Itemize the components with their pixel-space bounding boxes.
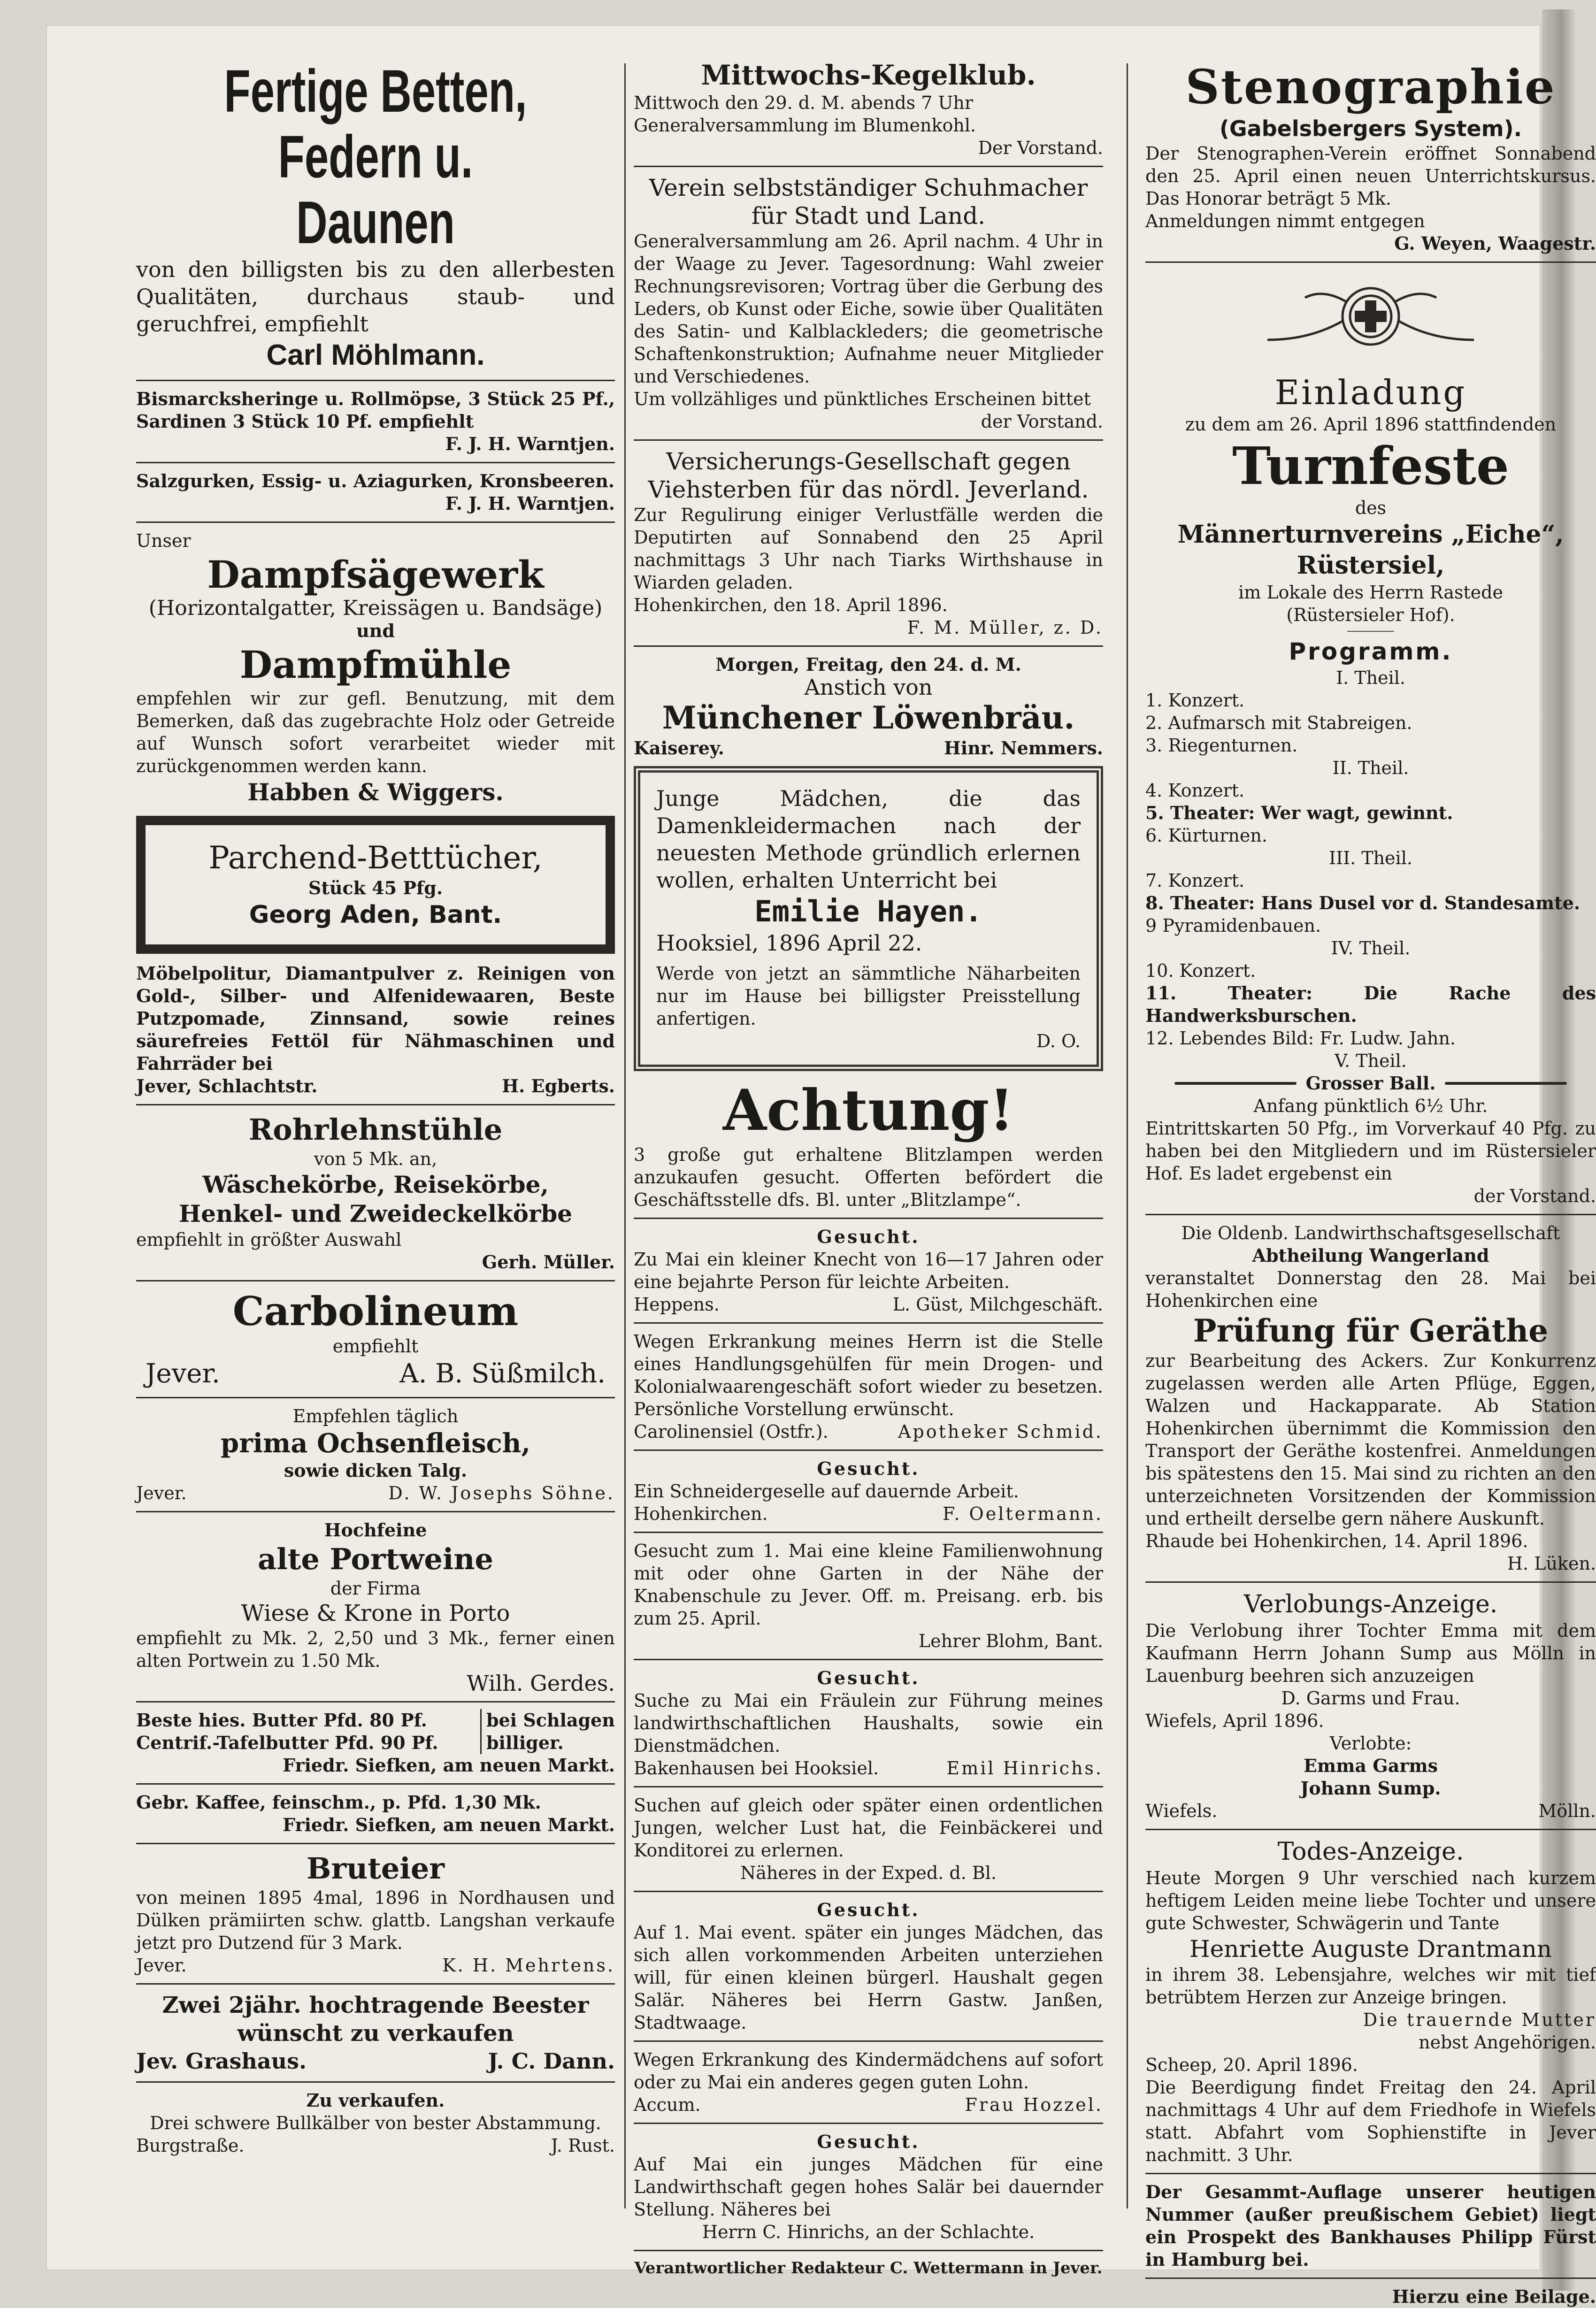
ad-price: von 5 Mk. an,: [314, 1149, 437, 1169]
ad-bismarck: [136, 388, 615, 455]
ad-signer: Der Vorstand.: [978, 138, 1103, 158]
ad-title: Rohrlehnstühle: [248, 1112, 503, 1147]
ad-date: Wiefels, April 1896.: [1145, 1710, 1324, 1731]
divider: [634, 2250, 1103, 2251]
ad-signer: F. M. Müller, z. D.: [907, 617, 1103, 638]
divider: [136, 1843, 615, 1844]
column-rule: [624, 63, 626, 2208]
list-item: 5. Theater: Wer wagt, gewinnt.: [1145, 802, 1453, 823]
ad-price: Stück 45 Pfg.: [308, 877, 443, 898]
flourish-right-icon: [1445, 1082, 1567, 1085]
divider: [136, 462, 615, 463]
ad-title: Gesucht.: [817, 2131, 920, 2152]
ad-body: Auf 1. Mai event. später ein junges Mädchen, das sich allen vorkommenden Arbeiten unterziehen will, für einen kleinen bürgerl. Haushalt gegen Salär. Näheres bei Herrn Gastw. Janßen, Stadtwaage.: [634, 1922, 1103, 2033]
ad-signer: D. Garms und Frau.: [1281, 1688, 1460, 1709]
ad-body: 3 große gut erhaltene Blitzlampen werden anzukaufen gesucht. Offerten befördert die Geschäftsstelle dfs. Bl. unter „Blitzlampe“.: [634, 1144, 1103, 1210]
ad-line: Anstich von: [804, 675, 933, 700]
ad-kaffee: [136, 1791, 615, 1836]
ad-name: Emma Garms: [1304, 1755, 1438, 1776]
ad-loewenbraeu: [634, 653, 1103, 759]
ad-place: Carolinensiel (Ostfr.).: [634, 1421, 829, 1442]
list-item: 3. Riegenturnen.: [1145, 735, 1298, 756]
divider: [136, 2081, 615, 2083]
divider: [634, 1891, 1103, 1892]
ad-place: Jever.: [136, 1955, 187, 1976]
divider: [634, 1322, 1103, 1324]
ad-signer: der Vorstand.: [1473, 1186, 1596, 1206]
ad-line: bei Schlagen: [486, 1710, 615, 1731]
column-rule: [1127, 63, 1128, 2208]
ad-line: billiger.: [486, 1732, 564, 1753]
ad-title: Mittwochs-Kegelklub.: [701, 59, 1036, 91]
ad-title: prima Ochsenfleisch,: [221, 1428, 530, 1459]
ad-gesucht-3: [634, 1667, 1103, 1779]
divider: [634, 2123, 1103, 2124]
ad-lehrling: [634, 1794, 1103, 1884]
ad-body: empfehlen wir zur gefl. Benutzung, mit dem Bemerken, daß das zugebrachte Holz oder Getreide auf Wunsch sofort verarbeitet wieder mit zurückgenommen werden kann.: [136, 688, 615, 776]
ad-foot: Anmeldungen nimmt entgegen: [1145, 211, 1425, 231]
ad-title: Viehsterben für das nördl. Jeverland.: [648, 476, 1089, 503]
divider: [1145, 2173, 1596, 2174]
ad-signer: J. C. Dann.: [488, 2048, 615, 2074]
ad-title: Turnfeste: [1232, 436, 1509, 496]
ad-gesucht-5: [634, 2131, 1103, 2243]
ad-place: Jever, Schlachtstr.: [136, 1075, 318, 1096]
ad-title: Dampfsägewerk: [207, 552, 544, 597]
ad-line: veranstaltet Donnerstag den 28. Mai bei Hohenkirchen eine: [1145, 1268, 1596, 1311]
ad-ochsen: [136, 1405, 615, 1504]
ad-place: Heppens.: [634, 1294, 720, 1315]
ad-sub: (Horizontalgatter, Kreissägen u. Bandsäge): [148, 596, 603, 620]
ad-name: Emilie Hayen.: [754, 894, 982, 928]
ad-saegewerk: [136, 529, 615, 807]
ad-place: Jever.: [136, 1483, 187, 1503]
ad-body: Die Beerdigung findet Freitag den 24. April nachmittags 4 Uhr auf dem Friedhofe in Wiefels statt. Abfahrt vom Sophienstifte in Jever nachmitt. 3 Uhr.: [1145, 2077, 1596, 2165]
divider: [136, 1783, 615, 1785]
ad-place: Hohenkirchen.: [634, 1503, 768, 1524]
ad-landwirthschaft: [1145, 1222, 1596, 1575]
ad-anfang: Anfang pünktlich 6½ Uhr.: [1253, 1096, 1488, 1116]
ad-turnfest: [1145, 269, 1596, 1207]
column-right: [1145, 59, 1596, 2307]
divider: [1145, 261, 1596, 263]
ad-title: Münchener Löwenbräu.: [662, 699, 1075, 736]
ad-title: Gesucht.: [817, 1899, 920, 1920]
ad-date: Rhaude bei Hohenkirchen, 14. April 1896.: [1145, 1531, 1528, 1551]
ad-body: empfiehlt zu Mk. 2, 2,50 und 3 Mk., ferner einen alten Portwein zu 1.50 Mk.: [136, 1628, 615, 1671]
ad-erkrankung: [634, 1330, 1103, 1443]
ad-place: Bakenhausen bei Hooksiel.: [634, 1758, 879, 1779]
ad-signer: Apotheker Schmid.: [898, 1421, 1103, 1442]
ad-signer: Carl Möhlmann.: [266, 339, 485, 371]
ad-title: Dampfmühle: [239, 643, 512, 687]
ad-body: Suche zu Mai ein Fräulein zur Führung meines landwirthschaftlichen Haushalts, sowie ein Dienstmädchen.: [634, 1690, 1103, 1756]
divider: [634, 1218, 1103, 1219]
ad-body: Zwei 2jähr. hochtragende Beester wünscht zu verkaufen: [162, 1992, 589, 2047]
ad-signer: D. W. Josephs Söhne.: [388, 1483, 615, 1503]
ad-signer: Wilh. Gerdes.: [467, 1671, 615, 1696]
ad-place: Jev. Grashaus.: [136, 2048, 307, 2074]
ad-title: Gesucht.: [817, 1226, 920, 1247]
column-left: [136, 59, 615, 2213]
ad-title: Todes-Anzeige.: [1277, 1838, 1464, 1866]
ad-title: für Stadt und Land.: [751, 202, 986, 230]
ad-name: Henriette Auguste Drantmann: [1189, 1935, 1552, 1963]
ad-verlobung: [1145, 1589, 1596, 1822]
ad-kindermaedchen: [634, 2048, 1103, 2116]
ad-body: Eintrittskarten 50 Pfg., im Vorverkauf 40 Pfg. zu haben bei den Mitgliedern und im Rüstersieler Hof. Es ladet ergebenst ein: [1145, 1118, 1596, 1184]
section-title: II. Theil.: [1332, 758, 1409, 778]
ad-body: Drei schwere Bullkälber von bester Abstammung.: [150, 2113, 601, 2133]
ad-signer: A. B. Süßmilch.: [399, 1358, 606, 1389]
ad-body: Suchen auf gleich oder später einen ordentlichen Jungen, welcher Lust hat, die Feinbäckerei und Konditorei zu erlernen.: [634, 1795, 1103, 1861]
notice-beilage: Hierzu eine Beilage.: [1392, 2286, 1596, 2307]
ad-place: Burgstraße.: [136, 2135, 245, 2156]
ad-signer: Georg Aden, Bant.: [249, 901, 502, 929]
ad-line: Generalversammlung im Blumenkohl.: [634, 115, 976, 136]
ad-foot: Um vollzähliges und pünktliches Erscheinen bittet: [634, 389, 1091, 409]
section-title: III. Theil.: [1329, 848, 1412, 868]
ad-line: im Lokale des Herrn Rastede: [1238, 582, 1503, 603]
ad-title: Carbolineum: [232, 1288, 519, 1334]
ad-body: Zur Regulirung einiger Verlustfälle werden die Deputirten auf Sonnabend den 25 April nachmittags 3 Uhr nach Tiarks Wirthshause in Wiarden geladen.: [634, 505, 1103, 593]
program-list-1: [1145, 689, 1596, 757]
divider: [634, 1449, 1103, 1451]
ad-hayen: [634, 766, 1103, 1071]
ad-line: (Rüstersieler Hof).: [1286, 605, 1455, 625]
ad-signer: Hinr. Nemmers.: [944, 737, 1103, 759]
divider: [136, 1397, 615, 1398]
column-middle: [634, 59, 1103, 2277]
ad-line: Die Oldenb. Landwirthschaftsgesellschaft: [1181, 1223, 1560, 1243]
ad-place: Kaiserey.: [634, 737, 724, 759]
ad-sub: (Gabelsbergers System).: [1219, 116, 1522, 141]
list-item: 1. Konzert.: [1145, 690, 1245, 711]
ad-body: von den billigsten bis zu den allerbesten Qualitäten, durchaus staub- und geruchfrei, empfiehlt: [136, 257, 615, 337]
ad-betten: [136, 59, 615, 373]
ad-name: Wiese & Krone in Porto: [241, 1600, 510, 1626]
ad-signer: D. O.: [1036, 1031, 1081, 1051]
ad-schuhmacher: [634, 174, 1103, 433]
ad-body: Salzgurken, Essig- u. Aziagurken, Kronsbeeren.: [136, 470, 615, 491]
turner-emblem-icon: [1145, 269, 1596, 365]
ad-bruteier: [136, 1851, 615, 1977]
ad-place: Wiefels.: [1145, 1801, 1218, 1821]
ad-body: in ihrem 38. Lebensjahre, welches wir mit tief betrübtem Herzen zur Anzeige bringen.: [1145, 1964, 1596, 2008]
ad-signer: Die trauernde Mutter: [1363, 2009, 1596, 2030]
ad-body: Ein Schneidergeselle auf dauernde Arbeit.: [634, 1481, 1019, 1502]
divider: [634, 645, 1103, 647]
ad-familienwohnung: [634, 1540, 1103, 1652]
program-list-4: [1145, 959, 1596, 1050]
ad-firma: der Firma: [330, 1578, 421, 1599]
ad-title: Gesucht.: [817, 1458, 920, 1479]
ad-verlobte: Verlobte:: [1329, 1733, 1412, 1754]
ad-portwein: [136, 1519, 615, 1695]
ad-signer: H. Lüken.: [1507, 1553, 1596, 1574]
ad-carbolineum: [136, 1288, 615, 1390]
ad-signer: nebst Angehörigen.: [1419, 2032, 1596, 2053]
ad-place: Mölln.: [1538, 1801, 1596, 1821]
ad-rohrlehn: [136, 1112, 615, 1273]
divider: [136, 1983, 615, 1985]
ad-body: Der Stenographen-Verein eröffnet Sonnabend den 25. April einen neuen Unterrichtskursus. Das Honorar beträgt 5 Mk.: [1145, 143, 1596, 209]
divider: [634, 2040, 1103, 2042]
list-item: 10. Konzert.: [1145, 960, 1256, 981]
list-item: 2. Aufmarsch mit Stabreigen.: [1145, 713, 1412, 733]
divider: [136, 1701, 615, 1702]
ad-signer: H. Egberts.: [502, 1075, 615, 1096]
ad-title: Zu verkaufen.: [306, 2090, 445, 2111]
section-title: V. Theil.: [1335, 1050, 1407, 1071]
ad-pre: Hochfeine: [324, 1519, 427, 1541]
ad-parchend: [136, 816, 615, 954]
ad-body: Auf Mai ein junges Mädchen für eine Landwirthschaft gegen hohes Salär bei dauernder Stellung. Näheres bei: [634, 2154, 1103, 2220]
ad-salzgurken: [136, 470, 615, 515]
divider: [1145, 1581, 1596, 1583]
ad-line: Mittwoch den 29. d. M. abends 7 Uhr: [634, 92, 974, 113]
ad-signer: der Vorstand.: [981, 411, 1103, 432]
ad-und: und: [356, 620, 395, 641]
ad-butter: [136, 1709, 615, 1754]
divider: [136, 380, 615, 381]
notice-auflage: Der Gesammt-Auflage unserer heutigen Nummer (außer preußischem Gebiet) liegt ein Prospekt des Bankhauses Philipp Fürst in Hamburg bei.: [1145, 2181, 1596, 2270]
divider: [1145, 1214, 1596, 1215]
divider: [136, 521, 615, 523]
ad-signer: Herrn C. Hinrichs, an der Schlachte.: [702, 2222, 1035, 2242]
ad-title: Versicherungs-Gesellschaft gegen: [666, 448, 1071, 475]
ad-body: Zu Mai ein kleiner Knecht von 16—17 Jahren oder eine bejahrte Person für leichte Arbeiten.: [634, 1249, 1103, 1292]
ad-date: Scheep, 20. April 1896.: [1145, 2055, 1358, 2075]
ad-bullkaelber: [136, 2089, 615, 2157]
ad-gesucht-1: [634, 1226, 1103, 1316]
ad-signer: Frau Hozzel.: [965, 2094, 1103, 2115]
ad-signer: J. Rust.: [551, 2135, 615, 2156]
ad-body: von meinen 1895 4mal, 1896 in Nordhausen und Dülken prämiirten schw. glattb. Langshan verkaufe jetzt pro Dutzend für 3 Mark.: [136, 1887, 615, 1953]
ad-line: Abtheilung Wangerland: [1252, 1245, 1489, 1266]
ad-einladung: Einladung: [1274, 373, 1467, 412]
ad-gesucht-2: [634, 1457, 1103, 1525]
ad-stenographie: [1145, 59, 1596, 255]
ad-title: Verlobungs-Anzeige.: [1243, 1590, 1498, 1618]
ad-body: Wegen Erkrankung des Kindermädchens auf sofort oder zu Mai ein anderes gegen guten Lohn.: [634, 2049, 1103, 2093]
list-item: 8. Theater: Hans Dusel vor d. Standesamte.: [1145, 892, 1581, 913]
ad-todes: [1145, 1837, 1596, 2166]
ad-body: Gebr. Kaffee, feinschm., p. Pfd. 1,30 Mk.: [136, 1792, 541, 1813]
ad-programm: Programm.: [1289, 638, 1453, 665]
ad-signer: Friedr. Siefken, am neuen Markt.: [283, 1814, 615, 1835]
ad-signer: L. Güst, Milchgeschäft.: [892, 1294, 1103, 1315]
ad-body: Wegen Erkrankung meines Herrn ist die Stelle eines Handlungsgehülfen für mein Drogen- und Kolonialwaarengeschäft sofort wieder zu besetzen. Persönliche Vorstellung erwünscht.: [634, 1331, 1103, 1419]
ad-des: des: [1355, 498, 1387, 518]
divider: [634, 439, 1103, 441]
ad-place: Jever.: [146, 1358, 220, 1389]
program-list-2: [1145, 779, 1596, 847]
ad-body: Bismarcksheringe u. Rollmöpse, 3 Stück 25 Pf., Sardinen 3 Stück 10 Pf. empfiehlt: [136, 388, 615, 432]
list-item: 4. Konzert.: [1145, 780, 1245, 801]
divider: [634, 1659, 1103, 1660]
ad-pre: Empfehlen täglich: [292, 1406, 459, 1426]
ad-line: Morgen, Freitag, den 24. d. M.: [715, 654, 1021, 675]
ad-title: alte Portweine: [258, 1542, 493, 1576]
divider: [136, 1511, 615, 1512]
ad-signer: Emil Hinrichs.: [946, 1758, 1103, 1779]
ad-signer: F. Oeltermann.: [942, 1503, 1103, 1524]
list-item: 11. Theater: Die Rache des Handwerksburschen.: [1145, 982, 1596, 1026]
ad-title: Prüfung für Geräthe: [1193, 1312, 1549, 1349]
section-title: I. Theil.: [1336, 667, 1405, 688]
ad-body: Die Verlobung ihrer Tochter Emma mit dem Kaufmann Herrn Johann Sump aus Mölln in Lauenburg beehren sich anzuzeigen: [1145, 1620, 1596, 1686]
ad-pre: Unser: [136, 530, 191, 551]
divider: [1145, 1829, 1596, 1830]
ad-title: Bruteier: [307, 1851, 445, 1886]
ad-title: Federn u. Daunen: [278, 123, 473, 256]
ad-signer: Habben & Wiggers.: [247, 778, 504, 806]
ad-name: Johann Sump.: [1300, 1778, 1441, 1799]
ad-signer: Gerh. Müller.: [482, 1251, 615, 1273]
list-item: 7. Konzert.: [1145, 870, 1245, 891]
divider: [634, 1532, 1103, 1533]
ad-signer: F. J. H. Warntjen.: [445, 433, 615, 454]
divider: [136, 1280, 615, 1281]
ad-line: zu dem am 26. April 1896 stattfindenden: [1185, 414, 1557, 435]
ad-foot: Werde von jetzt an sämmtliche Näharbeiten nur im Hause bei billigster Preisstellung anfertigen.: [656, 963, 1081, 1029]
ad-signer: Lehrer Blohm, Bant.: [918, 1631, 1103, 1651]
ad-line: Beste hies. Butter Pfd. 80 Pf.: [136, 1710, 427, 1731]
section-title: IV. Theil.: [1331, 938, 1411, 958]
ad-body: Junge Mädchen, die das Damenkleidermachen nach der neuesten Methode gründlich erlernen wollen, erhalten Unterricht bei: [656, 786, 1081, 893]
ad-moebel: [136, 962, 615, 1097]
list-item: 6. Kürturnen.: [1145, 825, 1267, 846]
divider: [1347, 631, 1394, 632]
ad-title: Verein selbstständiger Schuhmacher: [649, 174, 1088, 201]
ad-beester: [136, 1991, 615, 2075]
divider: [1145, 2277, 1596, 2279]
newspaper-page: [47, 26, 1596, 2307]
divider: [136, 1104, 615, 1105]
ad-ball: Grosser Ball.: [1305, 1073, 1436, 1094]
ad-date: Hohenkirchen, den 18. April 1896.: [634, 595, 948, 615]
ad-date: Hooksiel, 1896 April 22.: [656, 930, 922, 956]
page-footer: Verantwortlicher Redakteur C. Wettermann in Jever.: [634, 2259, 1103, 2277]
ad-gesucht-4: [634, 1899, 1103, 2034]
program-list-3: [1145, 869, 1596, 937]
ad-signer: F. J. H. Warntjen.: [445, 493, 615, 514]
ad-title: Fertige Betten,: [224, 58, 527, 125]
ad-pre: empfiehlt: [332, 1336, 419, 1357]
ad-body: Heute Morgen 9 Uhr verschied nach kurzem heftigem Leiden meine liebe Tochter und unsere gute Schwester, Schwägerin und Tante: [1145, 1868, 1596, 1933]
ad-signer: G. Weyen, Waagestr.: [1394, 233, 1596, 254]
ad-title: Stenographie: [1185, 59, 1556, 115]
ad-title: Achtung!: [723, 1077, 1014, 1143]
ad-body: Möbelpolitur, Diamantpulver z. Reinigen von Gold-, Silber- und Alfenidewaaren, Beste Putzpomade, Zinnsand, sowie reines säurefreies Fettöl für Nähmaschinen und Fahrräder bei: [136, 963, 615, 1074]
list-item: 9 Pyramidenbauen.: [1145, 915, 1321, 936]
divider: [634, 1786, 1103, 1787]
ad-verein: Männerturnvereins „Eiche“, Rüstersiel,: [1177, 520, 1564, 580]
ad-title: Gesucht.: [817, 1667, 920, 1688]
ad-versicherung: [634, 447, 1103, 639]
ad-kegel: [634, 59, 1103, 159]
ad-line: Centrif.-Tafelbutter Pfd. 90 Pf.: [136, 1732, 438, 1753]
ad-line: Henkel- und Zweideckelkörbe: [178, 1200, 573, 1227]
ad-line: Wäschekörbe, Reisekörbe,: [202, 1171, 549, 1198]
flourish-left-icon: [1174, 1082, 1297, 1085]
ad-body: Generalversammlung am 26. April nachm. 4 Uhr in der Waage zu Jever. Tagesordnung: Wahl zweier Rechnungsrevisoren; Vortrag über die Gerbung des Leders, ob Kunst oder Eiche, sowie über Qualitäten des Satin- und Kalblackleders; die geometrische Schaftenkonstruktion; Aufnahme neuer Mitglieder und Verschiedenes.: [634, 231, 1103, 387]
ad-foot: Näheres in der Exped. d. Bl.: [740, 1863, 997, 1883]
ad-foot: empfiehlt in größter Auswahl: [136, 1229, 402, 1250]
ad-achtung: [634, 1078, 1103, 1211]
divider: [634, 166, 1103, 167]
ad-title: Parchend-Betttücher,: [208, 840, 543, 876]
ad-signer: K. H. Mehrtens.: [442, 1955, 615, 1976]
ad-sub: sowie dicken Talg.: [284, 1460, 468, 1481]
list-item: 12. Lebendes Bild: Fr. Ludw. Jahn.: [1145, 1028, 1456, 1049]
ad-body: Gesucht zum 1. Mai eine kleine Familienwohnung mit oder ohne Garten in der Nähe der Knabenschule zu Jever. Off. m. Preisang. erb. bis zum 25. April.: [634, 1541, 1103, 1629]
ad-place: Accum.: [634, 2094, 701, 2115]
ad-body: zur Bearbeitung des Ackers. Zur Konkurrenz zugelassen werden alle Arten Pflüge, Eggen, Walzen und Hackapparate. Ab Station Hohenkirchen übernimmt die Kommission den Transport der Geräthe kostenfrei. Anmeldungen bis spätestens den 15. Mai sind zu richten an den unterzeichneten Vorsitzenden der Kommission und ertheilt derselbe gern nähere Auskunft.: [1145, 1350, 1596, 1529]
ad-signer: Friedr. Siefken, am neuen Markt.: [283, 1755, 615, 1776]
